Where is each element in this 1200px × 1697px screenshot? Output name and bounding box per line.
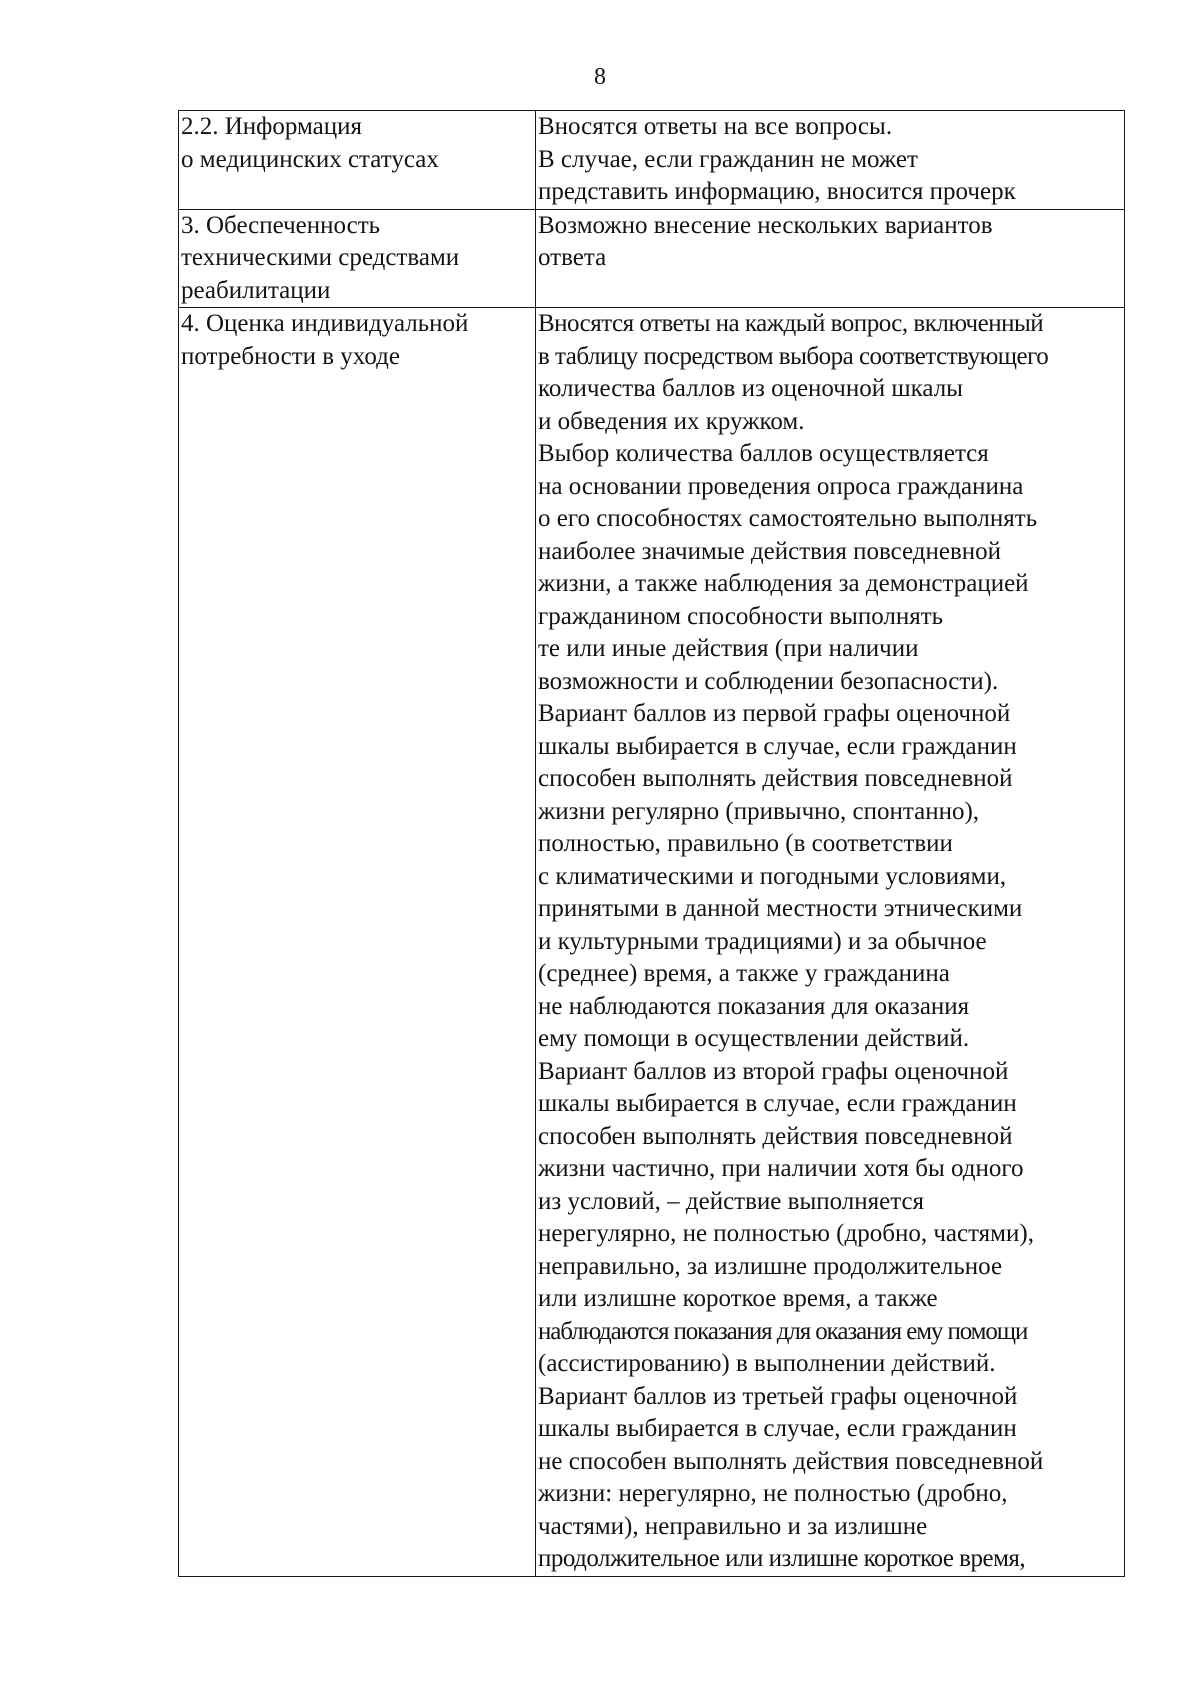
cell-line: количества баллов из оценочной шкалы [538,375,963,402]
cell-line: потребности в уходе [181,342,400,370]
cell-line: о его способностях самостоятельно выполнять [538,505,1038,532]
cell-line: не способен выполнять действия повседневной [538,1447,1044,1475]
cell-line: с климатическими и погодными условиями, [538,862,1007,890]
cell-line: Вариант баллов из второй графы оценочной [538,1057,1009,1085]
content-table [178,110,1125,1577]
cell-line: ему помощи в осуществлении действий. [538,1025,970,1052]
cell-line: ответа [538,244,607,271]
cell-line: и обведения их кружком. [538,407,805,435]
cell-line: на основании проведения опроса гражданина [538,472,1024,500]
table-cell-section [179,209,536,308]
table-cell-section [179,308,536,1577]
cell-line: Вносятся ответы на каждый вопрос, включенный [538,310,1044,337]
cell-line: жизни частично, при наличии хотя бы одного [538,1155,1024,1182]
cell-line: те или иные действия (при наличии [538,635,919,662]
cell-line: (ассистированию) в выполнении действий. [538,1350,996,1377]
cell-line: жизни, а также наблюдения за демонстрацией [538,570,1029,597]
cell-line: Возможно внесение нескольких вариантов [538,211,993,239]
cell-line: не наблюдаются показания для оказания [538,992,970,1020]
cell-line: нерегулярно, не полностью (дробно, частями), [538,1220,1034,1247]
cell-line: шкалы выбирается в случае, если гражданин [538,1415,1017,1442]
cell-line: шкалы выбирается в случае, если гражданин [538,1090,1017,1117]
cell-line: и культурными традициями) и за обычное [538,927,987,955]
table-row [179,209,1125,308]
cell-line: 4. Оценка индивидуальной [181,310,469,337]
cell-line: принятыми в данной местности этническими [538,895,1023,922]
cell-line: реабилитации [181,276,331,304]
cell-line: 3. Обеспеченность [181,211,381,239]
cell-line: неправильно, за излишне продолжительное [538,1252,1003,1280]
table-cell-instruction [536,111,1125,210]
cell-line: из условий, – действие выполняется [538,1187,925,1215]
cell-line: способен выполнять действия повседневной [538,1122,1013,1150]
cell-line: техническими средствами [181,244,460,271]
cell-line: наиболее значимые действия повседневной [538,537,1002,565]
cell-line: Выбор количества баллов осуществляется [538,440,989,467]
cell-line: шкалы выбирается в случае, если гражданин [538,732,1017,760]
cell-line: жизни регулярно (привычно, спонтанно), [538,797,980,825]
cell-line: возможности и соблюдении безопасности). [538,667,999,695]
cell-line: В случае, если гражданин не может [538,145,918,173]
cell-line: Вносятся ответы на все вопросы. [538,113,893,140]
cell-line: продолжительное или излишне короткое время, [538,1545,1026,1572]
cell-line: частями), неправильно и за излишне [538,1512,928,1540]
cell-line: в таблицу посредством выбора соответствующего [538,342,1049,370]
cell-line: Вариант баллов из первой графы оценочной [538,700,1011,727]
cell-line: 2.2. Информация [181,113,363,140]
cell-line: о медицинских статусах [181,145,439,173]
cell-line: гражданином способности выполнять [538,602,944,630]
table-cell-section [179,111,536,210]
cell-line: полностью, правильно (в соответствии [538,830,953,857]
table-cell-instruction [536,308,1125,1577]
table-cell-instruction [536,209,1125,308]
cell-line: наблюдаются показания для оказания ему помощи [538,1317,1028,1345]
cell-line: способен выполнять действия повседневной [538,765,1013,792]
cell-line: (среднее) время, а также у гражданина [538,960,950,987]
page-number: 8 [594,64,606,90]
cell-line: представить информацию, вносится прочерк [538,178,1016,205]
table-row [179,308,1125,1577]
cell-line: Вариант баллов из третьей графы оценочной [538,1382,1018,1410]
cell-line: или излишне короткое время, а также [538,1285,938,1312]
cell-line: жизни: нерегулярно, не полностью (дробно, [538,1480,1008,1507]
table-row [179,111,1125,210]
